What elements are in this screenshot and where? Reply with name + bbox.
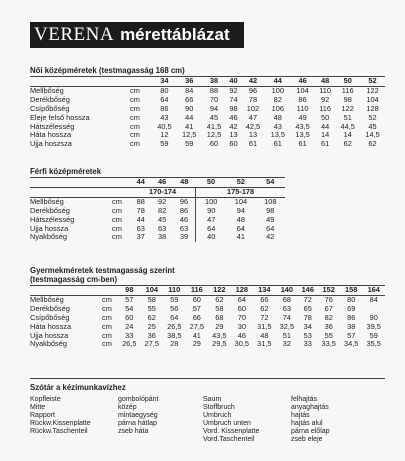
size-header: 48	[315, 77, 335, 86]
measure-value: 48	[236, 214, 246, 224]
measure-value: 66	[260, 294, 269, 304]
unit-label: cm	[102, 312, 112, 322]
measure-value: 88	[136, 196, 145, 206]
size-header: 122	[208, 286, 231, 295]
measure-value: 42,5	[245, 121, 261, 131]
table-row	[30, 131, 385, 140]
table-row	[30, 96, 385, 105]
measure-value: 29	[215, 321, 224, 331]
kids-section	[30, 266, 385, 349]
dictionary-col-hungarian-2	[291, 396, 330, 443]
measure-value: 38,5	[167, 330, 182, 340]
size-header: 38	[202, 77, 227, 86]
height-group-row	[30, 187, 285, 197]
measure-value: 110	[319, 85, 332, 95]
measure-value: 32,5	[279, 321, 295, 331]
measure-value: 96	[179, 196, 189, 206]
page-title: mérettáblázat	[120, 25, 230, 44]
row-label: Eleje felső hossza	[30, 112, 90, 122]
measure-value: 86	[179, 205, 189, 215]
measure-value: 98	[266, 205, 275, 215]
measure-value: 44	[321, 121, 330, 131]
measure-value: 80	[347, 294, 356, 304]
measure-value: 116	[341, 85, 354, 95]
men-table	[30, 178, 285, 242]
row-label: Derékbőség	[30, 303, 70, 313]
measure-value: 14	[343, 130, 352, 140]
kids-subtitle: (testmagasság cm-ben)	[30, 275, 385, 286]
measure-value: 41,5	[206, 121, 222, 131]
measure-value: 60	[237, 303, 246, 313]
measure-value: 66	[192, 312, 201, 322]
measure-value: 68	[282, 294, 291, 304]
measure-value: 61	[321, 139, 330, 149]
measure-value: 54	[125, 303, 134, 313]
measure-value: 66	[185, 94, 194, 104]
size-header: 46	[151, 178, 172, 187]
measure-value: 68	[215, 312, 224, 322]
measure-value: 104	[296, 85, 309, 95]
measure-value: 12	[160, 130, 169, 140]
measure-value: 70	[237, 312, 246, 322]
measure-value: 34,5	[344, 339, 359, 349]
measure-value: 104	[366, 94, 379, 104]
unit-label: cm	[130, 103, 140, 113]
measure-value: 98	[343, 94, 352, 104]
measure-value: 63	[179, 223, 189, 233]
measure-value: 59	[170, 294, 179, 304]
measure-value: 12,5	[206, 130, 222, 140]
measure-value: 43,5	[295, 121, 310, 131]
measure-value: 74	[282, 312, 291, 322]
measure-value: 92	[229, 85, 238, 95]
row-label: Nyakbőség	[30, 339, 67, 349]
row-label: Háta hossza	[30, 321, 72, 331]
measure-value: 59	[160, 139, 169, 149]
height-group-label: 175-178	[196, 187, 285, 197]
measure-value: 78	[248, 94, 258, 104]
measure-value: 48	[273, 112, 282, 122]
brand-logo: VERENA	[34, 24, 115, 45]
kids-title: Gyermekméretek testmagasság szerint	[30, 266, 175, 275]
size-header: 52	[226, 178, 255, 187]
measure-value: 33	[125, 330, 134, 340]
german-term: Rückw.Kissenplatte	[30, 419, 91, 427]
hungarian-term: zseb eleje	[291, 435, 323, 443]
measure-value: 64	[196, 225, 227, 234]
measure-value: 53	[303, 330, 312, 340]
measure-value: 98	[229, 103, 238, 113]
measure-value: 78	[136, 205, 145, 215]
measure-value: 116	[319, 103, 332, 113]
measure-value: 47	[248, 112, 258, 122]
measure-value: 51	[282, 330, 291, 340]
row-label: Mellbőség	[30, 196, 64, 206]
measure-value: 86	[160, 103, 169, 113]
size-header: 98	[118, 286, 141, 295]
measure-value: 39,5	[366, 321, 381, 331]
measure-value: 34	[303, 321, 312, 331]
measure-value: 36	[147, 330, 156, 340]
measure-value: 60	[125, 312, 134, 322]
german-term: Kopfleiste	[30, 396, 61, 403]
measure-value: 62	[260, 303, 269, 313]
women-table	[30, 77, 385, 149]
header-spacer	[112, 178, 130, 187]
measure-value: 59	[185, 139, 194, 149]
size-header: 116	[186, 286, 209, 295]
measure-value: 70	[209, 94, 219, 104]
measure-value: 14,5	[365, 130, 380, 140]
row-label: Derékbőség	[30, 205, 70, 215]
measure-value: 128	[366, 103, 379, 113]
german-term: Stoffbruch	[203, 403, 235, 411]
measure-value: 61	[273, 139, 282, 149]
unit-label: cm	[102, 330, 112, 340]
row-label: Nyakbőség	[30, 232, 67, 242]
measure-value: 102	[246, 103, 260, 113]
women-title: Női középméretek (testmagasság 168 cm)	[30, 66, 385, 77]
page-header	[30, 22, 244, 48]
measure-value: 82	[158, 205, 167, 215]
measure-value: 40,5	[157, 121, 172, 131]
size-header-row	[30, 178, 285, 187]
measure-value: 13,5	[270, 130, 285, 140]
measure-value: 60	[192, 294, 201, 304]
measure-value: 62	[368, 139, 377, 149]
measure-value: 80	[160, 85, 169, 95]
measure-value: 48	[260, 330, 269, 340]
measure-value: 92	[158, 196, 167, 206]
measure-value: 64	[160, 94, 169, 104]
header-spacer	[30, 286, 102, 295]
german-term: Rückw.Taschenteil	[30, 427, 88, 435]
hungarian-term: gombolópánt	[118, 396, 159, 403]
measure-value: 35,5	[366, 339, 381, 349]
hungarian-term: hajtás alul	[291, 419, 323, 427]
size-header: 52	[360, 77, 385, 86]
measure-value: 14	[321, 130, 330, 140]
measure-value: 74	[229, 94, 238, 104]
unit-label: cm	[112, 205, 122, 215]
dictionary-col-german-1	[30, 396, 91, 436]
kids-table	[30, 286, 385, 349]
measure-value: 57	[125, 294, 134, 304]
german-term: Vord.Taschenteil	[203, 435, 255, 443]
measure-value: 58	[147, 294, 156, 304]
hungarian-term: hajtás	[291, 411, 310, 419]
measure-value: 86	[298, 94, 307, 104]
measure-value: 55	[147, 303, 156, 313]
measure-value: 64	[237, 294, 246, 304]
unit-label: cm	[102, 321, 112, 331]
table-row	[30, 86, 385, 95]
hungarian-term: felhajtás	[291, 396, 318, 403]
measure-value: 56	[170, 303, 179, 313]
measure-value: 12,5	[182, 130, 197, 140]
measure-value: 46	[237, 330, 246, 340]
hungarian-term: közép	[118, 403, 137, 411]
dictionary-columns	[30, 396, 385, 452]
measure-value: 65	[303, 303, 312, 313]
measure-value: 63	[282, 303, 291, 313]
size-header: 44	[130, 178, 151, 187]
measure-value: 67	[324, 303, 333, 313]
dictionary-section	[30, 378, 385, 452]
measure-value: 43	[273, 121, 282, 131]
size-header: 48	[173, 178, 196, 187]
measure-value: 46	[229, 112, 238, 122]
dictionary-col-hungarian-1	[118, 396, 158, 436]
unit-label: cm	[112, 214, 122, 224]
measure-value: 13	[248, 130, 258, 140]
unit-label: cm	[130, 130, 140, 140]
size-header: 50	[196, 178, 227, 187]
measure-value: 57	[192, 303, 201, 313]
dictionary-col-german-2	[203, 396, 259, 443]
header-spacer	[130, 77, 152, 86]
measure-value: 45	[209, 112, 219, 122]
measure-value: 78	[303, 312, 312, 322]
measure-value: 29,5	[212, 339, 227, 349]
size-header: 50	[335, 77, 360, 86]
men-title: Férfi középméretek	[30, 167, 285, 178]
measure-value: 13	[229, 130, 238, 140]
measure-value: 72	[260, 312, 269, 322]
size-header: 44	[265, 77, 290, 86]
measure-value: 84	[185, 85, 194, 95]
size-header: 36	[177, 77, 202, 86]
measure-value: 90	[369, 312, 378, 322]
measure-value: 69	[347, 303, 356, 313]
measure-value: 43,5	[212, 330, 227, 340]
row-label: Derékbőség	[30, 94, 70, 104]
measure-value: 25	[147, 321, 156, 331]
header-spacer	[30, 77, 130, 86]
measure-value: 90	[196, 207, 227, 216]
measure-value: 60	[229, 139, 238, 149]
row-label: Mellbőség	[30, 85, 64, 95]
german-term: Umbruch	[203, 411, 232, 419]
unit-label: cm	[112, 223, 122, 233]
german-term: Rapport	[30, 411, 55, 419]
unit-label: cm	[130, 112, 140, 122]
hungarian-term: anyaghajtás	[291, 403, 329, 411]
row-label: Ujja hossza	[30, 223, 69, 233]
measure-value: 52	[368, 112, 377, 122]
measure-value: 41	[236, 232, 246, 242]
size-header: 40	[226, 77, 240, 86]
measure-value: 44	[136, 214, 145, 224]
measure-value: 30,5	[234, 339, 250, 349]
size-header: 164	[362, 286, 385, 295]
measure-value: 26,5	[122, 339, 137, 349]
men-section	[30, 167, 285, 242]
measure-value: 42	[266, 232, 275, 242]
row-label: Hátszélesség	[30, 121, 75, 131]
measure-value: 45	[368, 121, 377, 131]
row-label: Ujja hossza	[30, 330, 69, 340]
size-header: 46	[290, 77, 315, 86]
measure-value: 61	[248, 139, 258, 149]
women-section	[30, 66, 385, 149]
measure-value: 57	[347, 330, 356, 340]
unit-label: cm	[130, 121, 140, 131]
measure-value: 63	[136, 223, 145, 233]
measure-value: 72	[303, 294, 312, 304]
measure-value: 100	[196, 197, 227, 206]
size-header: 158	[340, 286, 363, 295]
measure-value: 49	[298, 112, 307, 122]
german-term: Umbruch unten	[203, 419, 251, 427]
measure-value: 94	[236, 205, 246, 215]
measure-value: 62	[215, 294, 224, 304]
measure-value: 60	[209, 139, 219, 149]
measure-value: 37	[136, 232, 145, 242]
measure-value: 64	[170, 312, 179, 322]
size-header-row	[30, 286, 385, 295]
measure-value: 44	[185, 112, 194, 122]
hungarian-term: párna hátlap	[118, 419, 157, 427]
group-spacer	[30, 187, 112, 197]
measure-value: 92	[321, 94, 330, 104]
table-row	[30, 140, 385, 149]
measure-value: 43	[160, 112, 169, 122]
measure-value: 39	[179, 232, 189, 242]
measure-value: 49	[266, 214, 275, 224]
measure-value: 122	[341, 103, 354, 113]
measure-value: 38	[347, 321, 356, 331]
measure-value: 104	[234, 196, 248, 206]
size-header: 42	[241, 77, 266, 86]
measure-value: 13,5	[295, 130, 310, 140]
measure-value: 88	[209, 85, 219, 95]
measure-value: 96	[248, 85, 258, 95]
measure-value: 42	[229, 121, 238, 131]
measure-value: 38	[158, 232, 167, 242]
measure-value: 59	[369, 330, 378, 340]
size-header-row	[30, 77, 385, 86]
measure-value: 27,5	[144, 339, 159, 349]
size-header: 104	[141, 286, 164, 295]
row-label: Csípőbőség	[30, 103, 70, 113]
measure-value: 94	[209, 103, 219, 113]
german-term: Vord. Kissenplatte	[203, 427, 260, 435]
measure-value: 51	[343, 112, 352, 122]
height-group-label: 170-174	[130, 187, 196, 197]
size-header: 34	[152, 77, 177, 86]
measure-value: 29	[192, 339, 201, 349]
unit-label: cm	[102, 303, 112, 313]
group-spacer	[112, 187, 130, 197]
measure-value: 84	[369, 294, 378, 304]
measure-value: 108	[264, 196, 277, 206]
measure-value: 27,5	[189, 321, 204, 331]
row-label: Ujja hoszsza	[30, 139, 72, 149]
measure-value: 86	[347, 312, 356, 322]
measure-value: 106	[271, 103, 284, 113]
unit-label: cm	[112, 232, 122, 242]
measure-value: 31,5	[257, 339, 272, 349]
size-header: 152	[317, 286, 340, 295]
measure-value: 47	[196, 216, 227, 225]
measure-value: 55	[324, 330, 333, 340]
measure-value: 76	[324, 294, 333, 304]
measure-value: 63	[158, 223, 167, 233]
measure-value: 41	[185, 121, 194, 131]
measure-value: 64	[236, 223, 246, 233]
measure-value: 61	[298, 139, 307, 149]
measure-value: 45	[158, 214, 167, 224]
row-label: Csípőbőség	[30, 312, 70, 322]
measure-value: 50	[321, 112, 330, 122]
row-label: Hátszélesség	[30, 214, 75, 224]
measure-value: 31,5	[257, 321, 272, 331]
german-term: Saum	[203, 396, 222, 403]
hungarian-term: mintaegység	[118, 411, 158, 419]
measure-value: 82	[273, 94, 282, 104]
hungarian-term: párna előlap	[291, 427, 330, 435]
size-header: 134	[253, 286, 276, 295]
measure-value: 82	[324, 312, 333, 322]
header-spacer	[102, 286, 118, 295]
hungarian-term: zseb háta	[118, 427, 149, 435]
measure-value: 100	[271, 85, 284, 95]
header-spacer	[30, 178, 112, 187]
measure-value: 41	[192, 330, 201, 340]
size-header: 140	[276, 286, 299, 295]
measure-value: 64	[266, 223, 275, 233]
measure-value: 62	[147, 312, 156, 322]
measure-value: 36	[324, 321, 333, 331]
measure-value: 90	[185, 103, 194, 113]
measure-value: 30	[237, 321, 246, 331]
size-header: 146	[298, 286, 317, 295]
measure-value: 24	[125, 321, 134, 331]
table-row	[30, 340, 385, 349]
table-row	[30, 233, 285, 242]
measure-value: 44,5	[340, 121, 355, 131]
measure-value: 46	[179, 214, 189, 224]
unit-label: cm	[102, 294, 112, 304]
measure-value: 62	[343, 139, 352, 149]
unit-label: cm	[130, 139, 140, 149]
size-header: 54	[256, 178, 285, 187]
measure-value: 110	[296, 103, 309, 113]
german-term: Mitte	[30, 403, 46, 411]
size-header: 110	[163, 286, 186, 295]
measure-value: 26,5	[167, 321, 182, 331]
size-header: 128	[231, 286, 254, 295]
unit-label: cm	[112, 196, 122, 206]
measure-value: 33	[303, 339, 312, 349]
unit-label: cm	[102, 339, 112, 349]
measure-value: 33,5	[321, 339, 336, 349]
dictionary-title: Szótár a kézimunkavízhez	[30, 383, 126, 392]
measure-value: 122	[366, 85, 379, 95]
measure-value: 32	[282, 339, 291, 349]
unit-label: cm	[130, 94, 140, 104]
measure-value: 28	[170, 339, 179, 349]
measure-value: 40	[196, 233, 227, 242]
row-label: Mellbőség	[30, 294, 64, 304]
unit-label: cm	[130, 85, 140, 95]
row-label: Háta hossza	[30, 130, 72, 140]
measure-value: 58	[215, 303, 224, 313]
